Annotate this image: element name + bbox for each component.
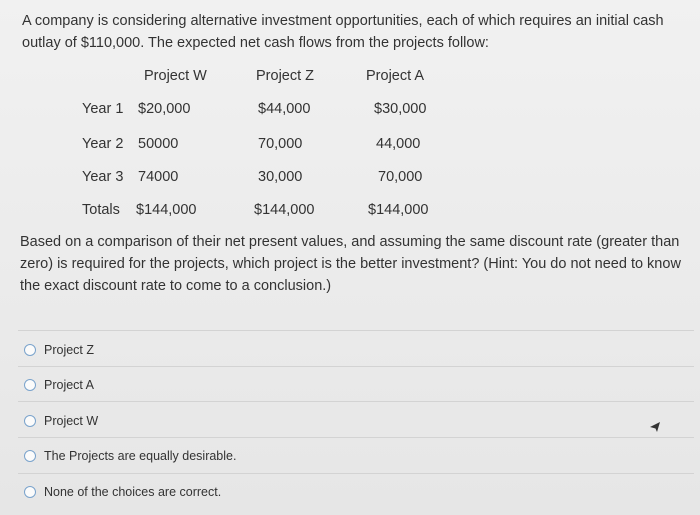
option-project-a[interactable] <box>24 378 94 392</box>
divider <box>18 473 694 474</box>
option-label: Project W <box>44 414 99 428</box>
cell-z: 30,000 <box>258 169 303 185</box>
radio-unselected-icon[interactable] <box>24 379 36 391</box>
option-label: None of the choices are correct. <box>44 485 222 499</box>
cell-w: 50000 <box>138 136 179 152</box>
cell-a: $30,000 <box>374 101 427 117</box>
row-label: Totals <box>82 202 120 218</box>
cell-a: 70,000 <box>378 169 423 185</box>
cell-w: 74000 <box>138 169 179 185</box>
radio-unselected-icon[interactable] <box>24 450 36 462</box>
option-label: Project A <box>44 378 95 392</box>
cell-z: 70,000 <box>258 136 303 152</box>
option-project-z[interactable] <box>24 343 94 357</box>
cell-w: $20,000 <box>138 101 191 117</box>
radio-unselected-icon[interactable] <box>24 415 36 427</box>
option-equally-desirable[interactable] <box>24 449 236 463</box>
divider <box>18 330 694 331</box>
header-project-w: Project W <box>144 68 207 84</box>
radio-unselected-icon[interactable] <box>24 344 36 356</box>
mouse-pointer-icon <box>648 420 662 434</box>
header-project-z: Project Z <box>256 68 315 84</box>
option-none-correct[interactable] <box>24 485 221 499</box>
radio-unselected-icon[interactable] <box>24 486 36 498</box>
divider <box>18 437 694 438</box>
problem-intro: A company is considering alternative investment opportunities, each of which requires an initial cash outlay of $110,000. The expected net cash flows from the projects follow: <box>22 13 664 51</box>
row-label: Year 2 <box>82 136 124 152</box>
row-label: Year 1 <box>82 101 124 117</box>
cell-z: $44,000 <box>258 101 311 117</box>
cell-a: 44,000 <box>376 136 421 152</box>
header-project-a: Project A <box>366 68 425 84</box>
divider <box>18 366 694 367</box>
option-label: The Projects are equally desirable. <box>44 449 237 463</box>
row-label: Year 3 <box>82 169 124 185</box>
cell-a: $144,000 <box>368 202 429 218</box>
option-project-w[interactable] <box>24 414 98 428</box>
divider <box>18 401 694 402</box>
cell-z: $144,000 <box>254 202 315 218</box>
option-label: Project Z <box>44 343 95 357</box>
question-text: Based on a comparison of their net present values, and assuming the same discount rate (greater than zero) is required for the projects, which project is the better investment? (Hint: You do not need to know the exact discount rate to come to a conclusion.) <box>20 234 681 294</box>
cell-w: $144,000 <box>136 202 197 218</box>
